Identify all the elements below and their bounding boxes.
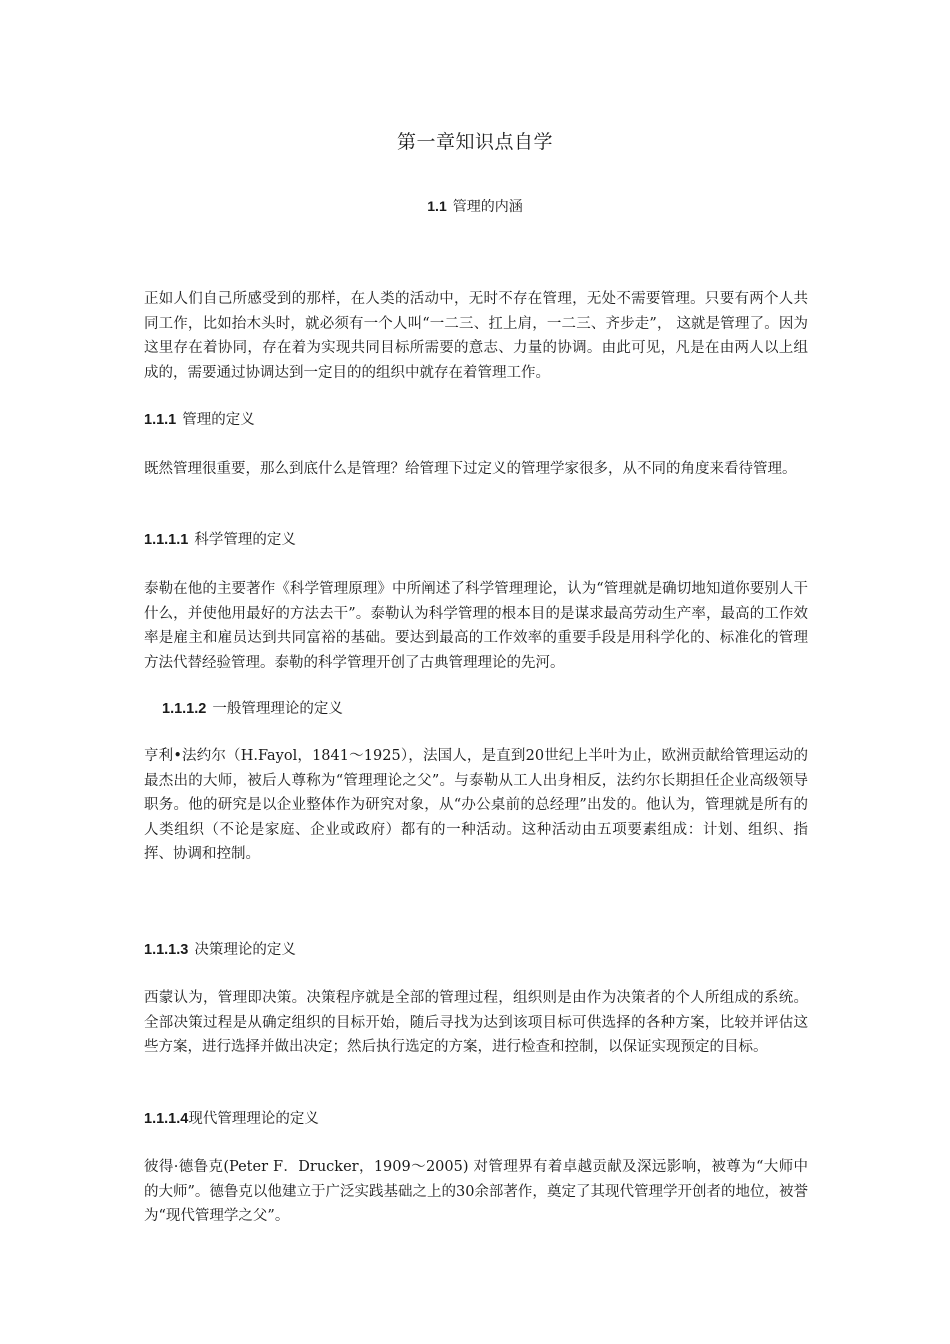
heading-text: 一般管理理论的定义 — [212, 701, 343, 717]
heading-1-1-1-2 — [162, 699, 343, 719]
heading-text: 现代管理理论的定义 — [188, 1111, 319, 1127]
intro-paragraph: 正如人们自己所感受到的那样，在人类的活动中，无时不存在管理，无处不需要管理。只要有两个人共同工作，比如抬木头时，就必须有一个人叫“一二三、扛上肩，一二三、齐步走”， 这就是管理了。因为这里存在着协同，存在着为实现共同目标所需要的意志、力量的协调。由此可见，凡是在由两人以上组成的，需要通过协调达到一定目的的组织中就存在着管理工作。 — [144, 291, 808, 381]
paragraph-1-1-1-4: 彼得·德鲁克(Peter F．Drucker，1909～2005) 对管理界有着卓越贡献及深远影响，被尊为“大师中的大师”。德鲁克以他建立于广泛实践基础之上的30余部著作，奠定了其现代管理学开创者的地位，被誉为“现代管理学之父”。 — [144, 1159, 808, 1224]
paragraph-1-1-1: 既然管理很重要，那么到底什么是管理？给管理下过定义的管理学家很多，从不同的角度来看待管理。 — [144, 461, 797, 477]
heading-1-1-1-3 — [144, 940, 296, 960]
heading-number: 1.1.1.3 — [144, 942, 189, 958]
paragraph-1-1-1-3: 西蒙认为，管理即决策。决策程序就是全部的管理过程，组织则是由作为决策者的个人所组成的系统。全部决策过程是从确定组织的目标开始，随后寻找为达到该项目标可供选择的各种方案，比较并评估这些方案，进行选择并做出决定；然后执行选定的方案，进行检查和控制，以保证实现预定的目标。 — [144, 990, 808, 1055]
section-heading — [0, 196, 950, 216]
heading-number: 1.1.1.1 — [144, 532, 189, 548]
heading-number: 1.1.1.2 — [162, 701, 207, 717]
heading-number: 1.1.1 — [144, 412, 177, 428]
heading-text: 决策理论的定义 — [194, 942, 296, 958]
paragraph-1-1-1-2: 亨利•法约尔（H.Fayol，1841～1925），法国人，是直到20世纪上半叶为止，欧洲贡献给管理运动的最杰出的大师，被后人尊称为“管理理论之父”。与泰勒从工人出身相反，法约尔长期担任企业高级领导职务。他的研究是以企业整体作为研究对象，从“办公桌前的总经理”出发的。他认为，管理就是所有的人类组织（不论是家庭、企业或政府）都有的一种活动。这种活动由五项要素组成：计划、组织、指挥、协调和控制。 — [144, 748, 808, 862]
paragraph-1-1-1-1: 泰勒在他的主要著作《科学管理原理》中所阐述了科学管理理论，认为“管理就是确切地知道你要别人干什么，并使他用最好的方法去干”。泰勒认为科学管理的根本目的是谋求最高劳动生产率，最高的工作效率是雇主和雇员达到共同富裕的基础。要达到最高的工作效率的重要手段是用科学化的、标准化的管理方法代替经验管理。泰勒的科学管理开创了古典管理理论的先河。 — [144, 581, 808, 671]
section-title: 管理的内涵 — [452, 199, 523, 215]
chapter-title: 第一章知识点自学 — [396, 131, 553, 153]
heading-text: 科学管理的定义 — [194, 532, 296, 548]
heading-text: 管理的定义 — [182, 412, 255, 428]
heading-1-1-1-4 — [144, 1109, 319, 1129]
section-number: 1.1 — [427, 198, 447, 214]
heading-number: 1.1.1.4 — [144, 1111, 189, 1127]
heading-1-1-1-1 — [144, 530, 296, 550]
heading-1-1-1 — [144, 410, 255, 430]
